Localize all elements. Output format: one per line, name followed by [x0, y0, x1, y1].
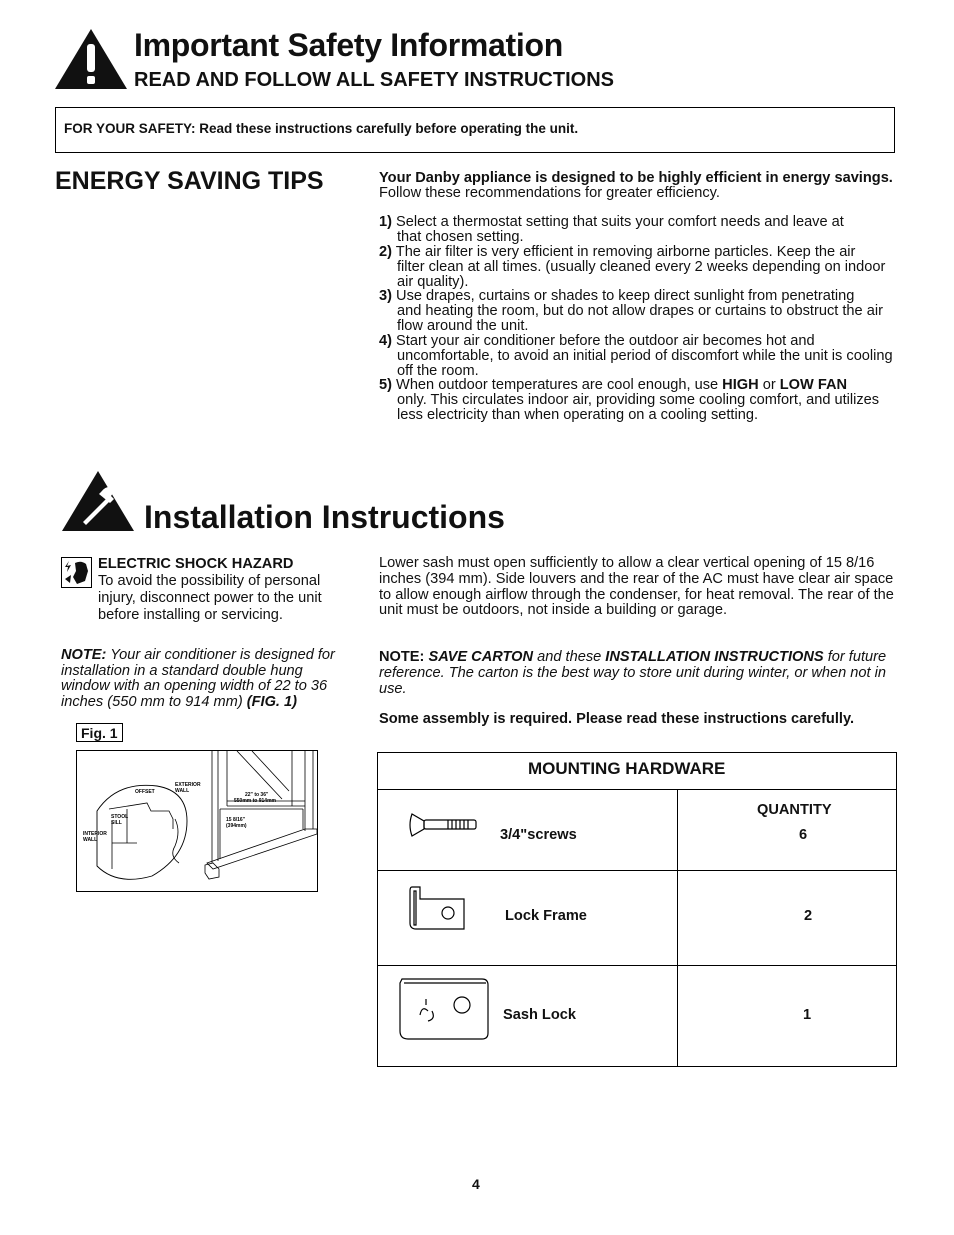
fig-offset-label: OFFSET	[135, 789, 155, 795]
safety-notice-text: FOR YOUR SAFETY: Read these instructions carefully before operating the unit.	[64, 121, 579, 136]
tip-high: HIGH	[722, 377, 759, 393]
tip-1	[379, 215, 899, 245]
tip-text: When outdoor temperatures are cool enough, use	[391, 377, 723, 393]
tip-or: or	[758, 377, 780, 393]
hazard-text: To avoid the possibility of personal injury, disconnect power to the unit before installing or servicing.	[98, 573, 322, 623]
tip-number: 1)	[379, 214, 392, 230]
sash-lock-icon	[396, 975, 490, 1043]
fig-interior-wall-label: WALL	[83, 837, 98, 843]
note2-save-carton: SAVE CARTON	[428, 649, 534, 665]
hardware-item-qty: 1	[803, 1007, 812, 1023]
tip-text-cont: only. This circulates indoor air, providing some cooling comfort, and utilizes less electricity than when operating on a cooling setting.	[397, 392, 880, 423]
note2-rest: for future reference. The carton is the best way to store unit during winter, or when not in use.	[379, 649, 887, 697]
tip-text: Start your air conditioner before the outdoor air becomes hot and	[391, 333, 815, 349]
safety-title: Important Safety Information	[134, 27, 563, 63]
tip-2	[379, 245, 899, 290]
note2-mid: and these	[533, 649, 606, 665]
fig-1-label: Fig. 1	[76, 723, 123, 742]
hardware-item-name: Sash Lock	[503, 1007, 576, 1023]
quantity-header: QUANTITY	[757, 802, 832, 818]
install-right-para: Lower sash must open sufficiently to allow a clear vertical opening of 15 8/16 inches (394 mm). Side louvers and the rear of the AC must have clear air space to allow enough airflow through the condenser, for heat removal. The rear of the unit must be outdoors, not inside a building or garage.	[379, 555, 894, 619]
tip-5	[379, 378, 899, 423]
hardware-item-name: Lock Frame	[505, 908, 587, 924]
tip-number: 2)	[379, 244, 392, 260]
assembly-note: Some assembly is required. Please read these instructions carefully.	[379, 711, 855, 727]
hazard-title: ELECTRIC SHOCK HAZARD	[98, 556, 294, 572]
note-label: NOTE:	[61, 647, 107, 663]
tip-3	[379, 289, 899, 334]
tip-text: Use drapes, curtains or shades to keep direct sunlight from penetrating	[391, 288, 855, 304]
hardware-item-qty: 2	[804, 908, 813, 924]
install-note2	[379, 650, 894, 697]
tip-text-cont: that chosen setting.	[397, 229, 524, 245]
install-title: Installation Instructions	[144, 499, 505, 535]
note-text: Your air conditioner is designed for installation in a standard double hung window with an opening width of 22 to 36 inches (550 mm to 914 mm)	[61, 647, 335, 710]
tip-text-cont: uncomfortable, to avoid an initial period of discomfort while the unit is cooling off the room.	[397, 348, 893, 379]
tip-text-cont: filter clean at all times. (usually cleaned every 2 weeks depending on indoor air quality).	[397, 259, 886, 290]
note2-instructions: INSTALLATION INSTRUCTIONS	[605, 649, 824, 665]
fig-stool-label: STOOL	[111, 814, 129, 820]
energy-intro	[379, 171, 899, 201]
fig-width-mm-label: 550mm to 914mm	[234, 798, 276, 804]
hardware-item-qty: 6	[799, 827, 808, 843]
window-diagram-icon	[77, 751, 318, 892]
tip-number: 3)	[379, 288, 392, 304]
tip-text: The air filter is very efficient in removing airborne particles. Keep the air	[391, 244, 856, 260]
note2-label: NOTE:	[379, 649, 425, 665]
fig-interior-label: INTERIOR	[83, 831, 107, 837]
fig-height-mm-label: (394mm)	[226, 823, 247, 829]
fig-sill-label: SILL	[111, 820, 122, 826]
tip-text-cont: and heating the room, but do not allow drapes or curtains to obstruct the air flow around the unit.	[397, 303, 883, 334]
screw-icon	[408, 810, 478, 840]
energy-heading: ENERGY SAVING TIPS	[55, 167, 324, 195]
hardware-heading: MOUNTING HARDWARE	[528, 759, 726, 778]
tip-low-fan: LOW FAN	[779, 377, 848, 393]
safety-notice-box	[55, 107, 895, 153]
hardware-item-name: 3/4"screws	[500, 827, 577, 843]
fig-exterior-wall-label: WALL	[175, 788, 190, 794]
note-fig-ref: (FIG. 1)	[246, 693, 298, 710]
hazard-block	[98, 556, 348, 624]
fig-width-label: 22" to 36"	[245, 792, 269, 798]
page-number: 4	[472, 1176, 480, 1192]
safety-subtitle: READ AND FOLLOW ALL SAFETY INSTRUCTIONS	[134, 69, 614, 91]
hammer-triangle-icon	[61, 470, 135, 532]
tip-number: 5)	[379, 377, 392, 393]
install-note	[61, 648, 353, 710]
tip-text: Select a thermostat setting that suits your comfort needs and leave at	[391, 214, 844, 230]
fig-exterior-label: EXTERIOR	[175, 782, 201, 788]
electric-shock-icon	[61, 557, 92, 588]
warning-triangle-icon	[54, 28, 128, 90]
mounting-hardware-table	[377, 752, 897, 1067]
energy-intro-rest: Follow these recommendations for greater efficiency.	[379, 185, 720, 201]
lock-frame-icon	[406, 885, 468, 935]
fig-height-label: 15 8/16"	[226, 817, 246, 823]
fig-1-diagram	[76, 750, 318, 892]
tip-number: 4)	[379, 333, 392, 349]
tip-4	[379, 334, 899, 379]
energy-intro-bold: Your Danby appliance is designed to be highly efficient in energy savings.	[379, 170, 893, 186]
